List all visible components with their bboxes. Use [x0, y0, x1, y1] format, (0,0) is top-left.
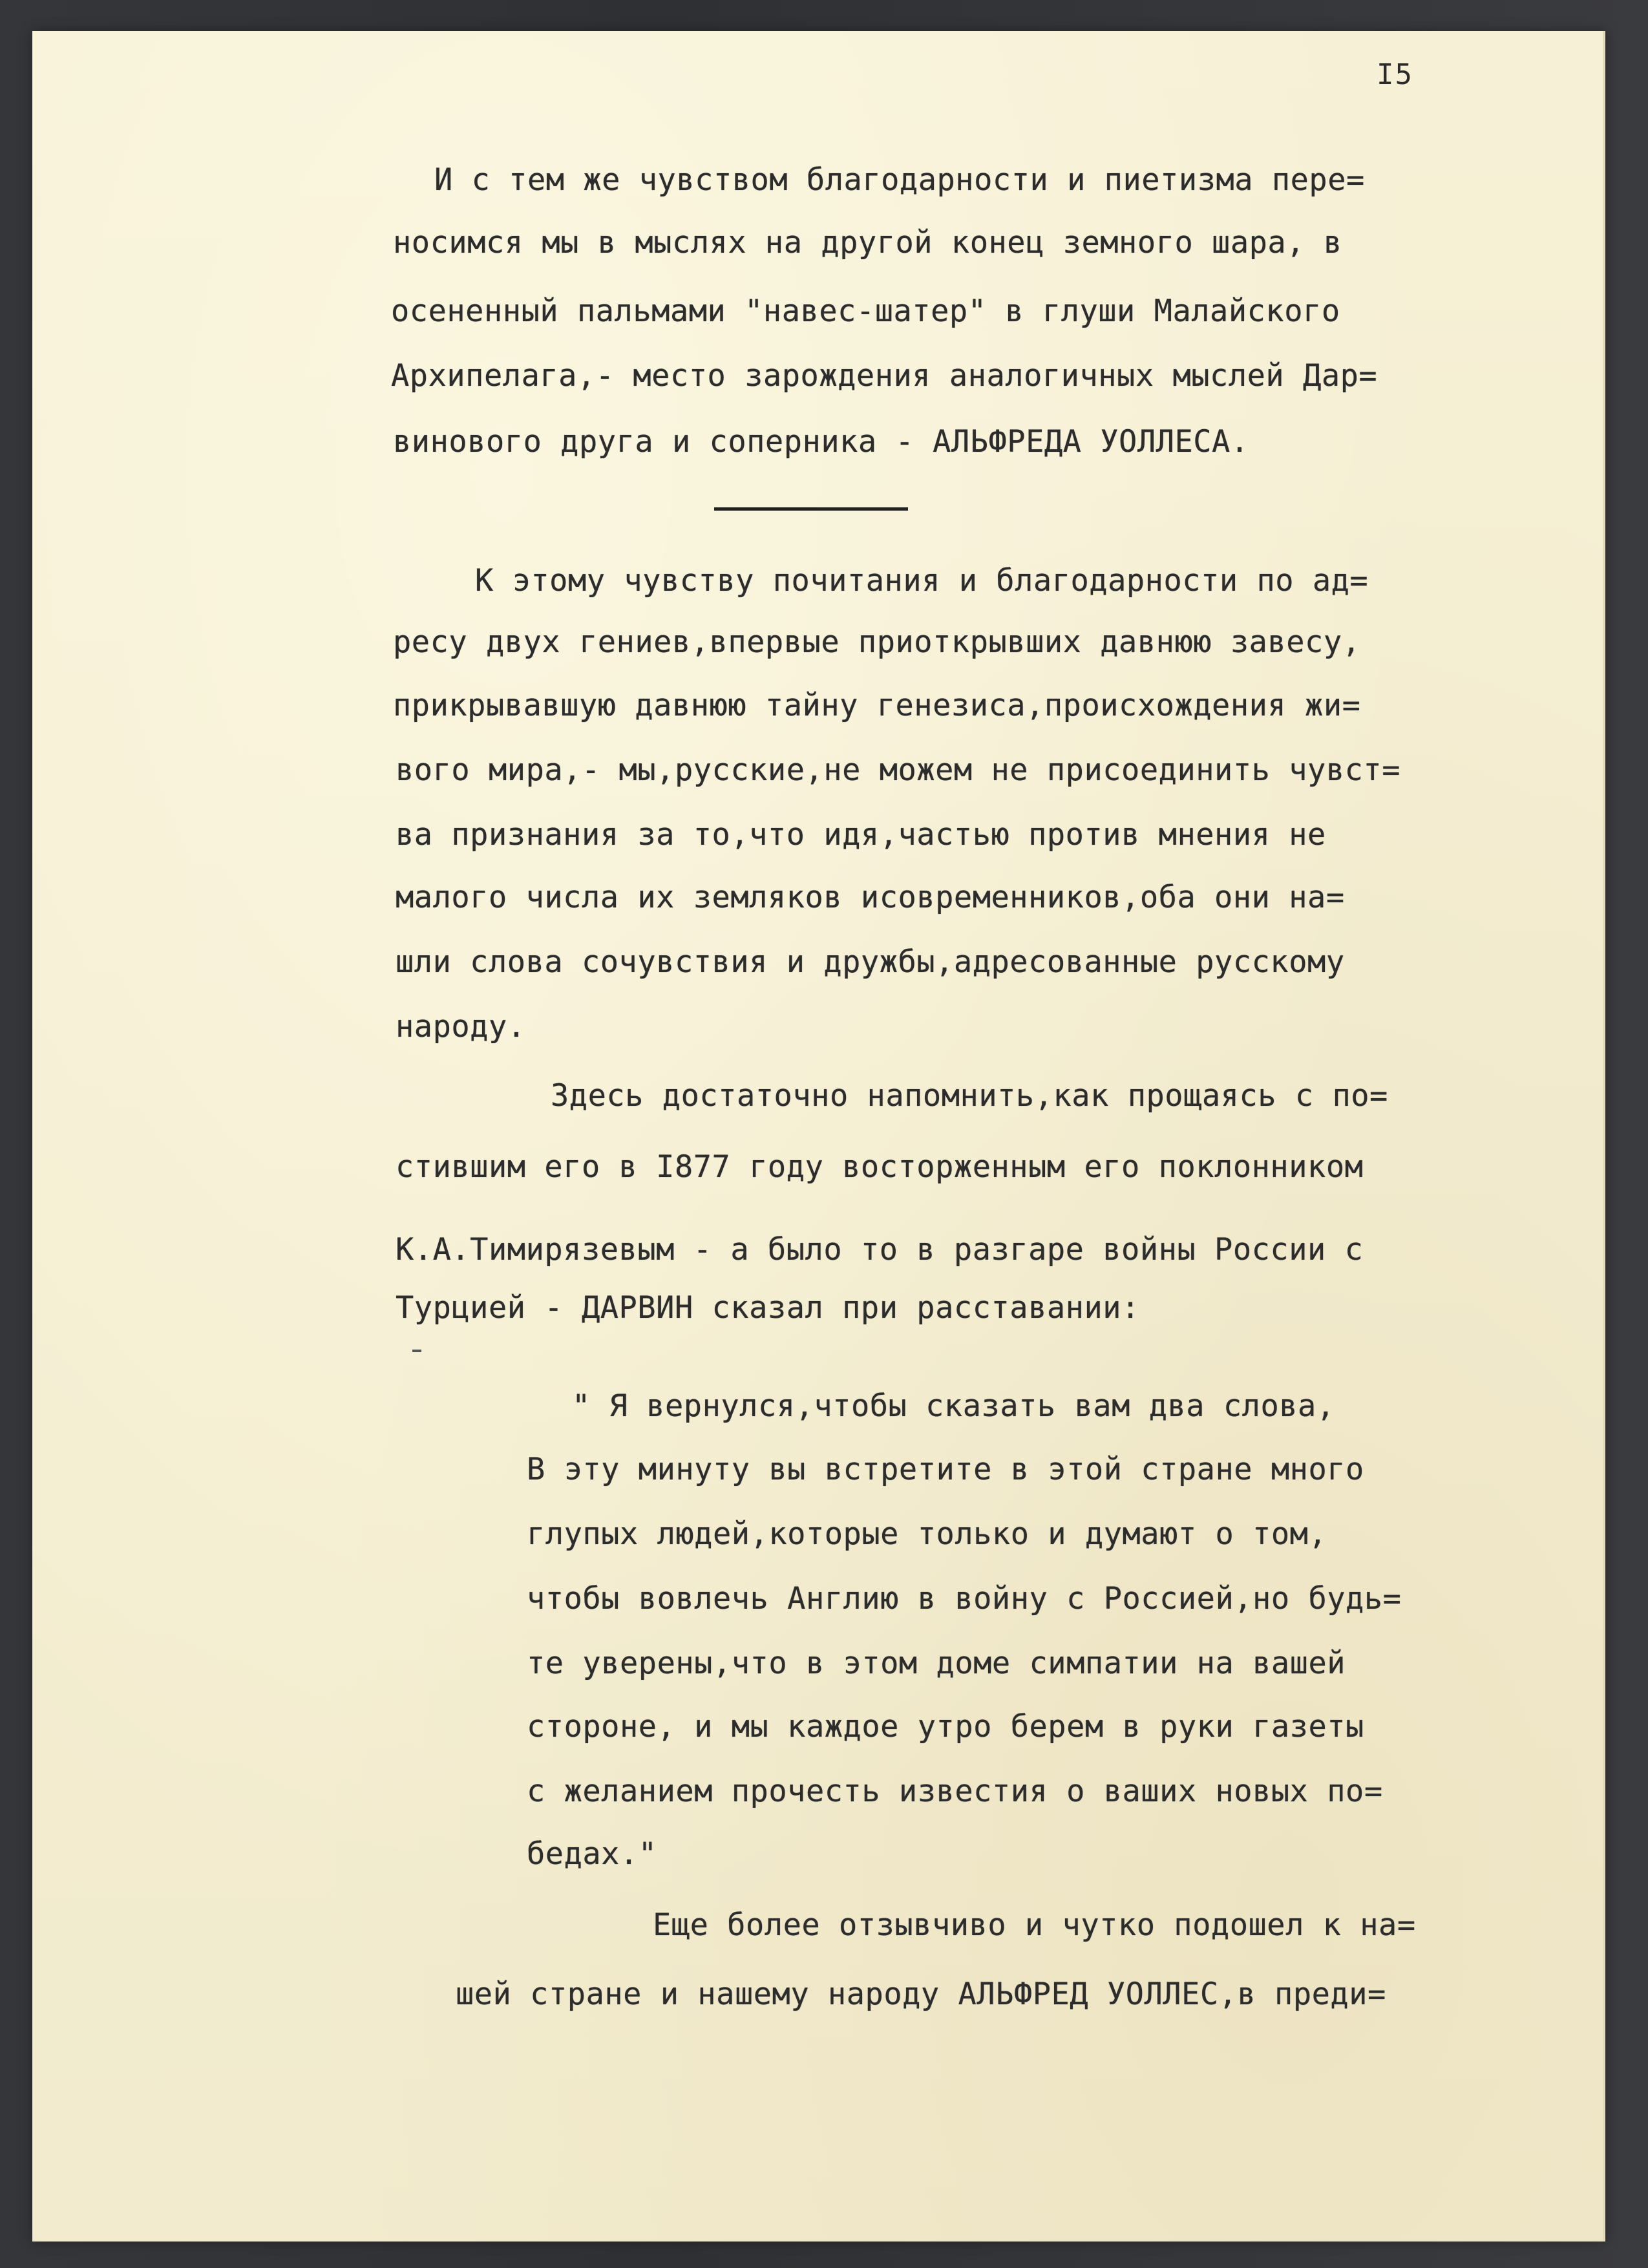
paragraph-2-line-3: прикрывавшую давнюю тайну генезиса,происхождения жи=: [393, 688, 1361, 723]
paragraph-3-line-4: Турцией - ДАРВИН сказал при расставании:: [396, 1290, 1140, 1326]
section-divider: [714, 507, 908, 511]
quote-line-8: бедах.": [527, 1836, 657, 1872]
quote-line-6: стороне, и мы каждое утро берем в руки газеты: [527, 1709, 1364, 1744]
page-number: I5: [1377, 58, 1413, 91]
quote-line-5: те уверены,что в этом доме симпатии на вашей: [527, 1646, 1346, 1681]
paragraph-2-line-8: народу.: [396, 1009, 526, 1044]
paragraph-2-line-5: ва признания за то,что идя,частью против мнения не: [396, 817, 1326, 853]
paragraph-4-line-2: шей стране и нашему народу АЛЬФРЕД УОЛЛЕС,в преди=: [456, 1977, 1386, 2012]
paragraph-1-line-4: Архипелага,- место зарождения аналогичных мыслей Дар=: [391, 358, 1378, 394]
paragraph-2-line-7: шли слова сочувствия и дружбы,адресованные русскому: [396, 944, 1345, 980]
paragraph-1-line-2: носимся мы в мыслях на другой конец земного шара, в: [393, 225, 1342, 260]
paragraph-2-line-2: ресу двух гениев,впервые приоткрывших давнюю завесу,: [393, 624, 1361, 660]
paragraph-1-line-1: И с тем же чувством благодарности и пиетизма пере=: [434, 162, 1365, 198]
paragraph-3-line-3: К.А.Тимирязевым - а было то в разгаре войны России с: [396, 1232, 1364, 1267]
paragraph-4-line-1: Еще более отзывчиво и чутко подошел к на=: [653, 1907, 1416, 1943]
paragraph-2-line-6: малого числа их земляков исовременников,оба они на=: [396, 880, 1345, 915]
quote-line-7: с желанием прочесть известия о ваших новых по=: [527, 1774, 1383, 1809]
quote-line-1: " Я вернулся,чтобы сказать вам два слова,: [572, 1388, 1335, 1424]
paragraph-2-line-4: вого мира,- мы,русские,не можем не присоединить чувст=: [396, 752, 1401, 788]
paragraph-1-line-5: винового друга и соперника - АЛЬФРЕДА УОЛЛЕСА.: [393, 424, 1249, 460]
paragraph-3-line-1: Здесь достаточно напомнить,как прощаясь с по=: [551, 1078, 1388, 1114]
quote-line-4: чтобы вовлечь Англию в войну с Россией,но будь=: [527, 1581, 1402, 1616]
quote-line-2: В эту минуту вы встретите в этой стране много: [527, 1452, 1364, 1487]
quote-line-3: глупых людей,которые только и думают о том,: [527, 1516, 1327, 1552]
paragraph-2-line-1: К этому чувству почитания и благодарности по ад=: [475, 563, 1369, 599]
stray-mark: [412, 1350, 421, 1352]
paragraph-1-line-3: осененный пальмами "навес-шатер" в глуши Малайского: [391, 293, 1340, 329]
paragraph-3-line-2: стившим его в I877 году восторженным его поклонником: [396, 1149, 1364, 1185]
